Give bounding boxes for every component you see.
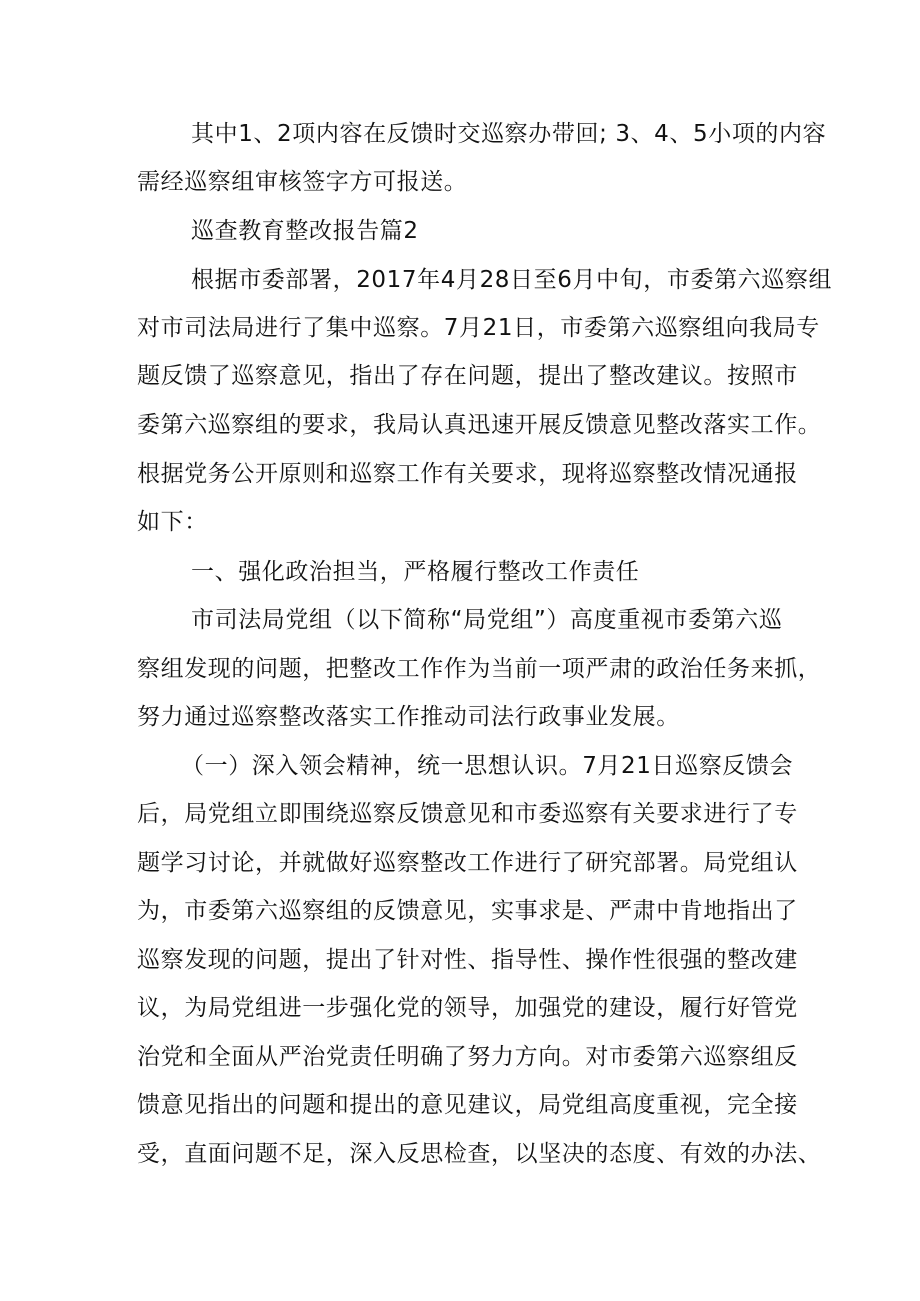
- paragraph-line: 题反馈了巡察意见，指出了存在问题，提出了整改建议。按照市: [137, 363, 798, 389]
- paragraph-line: 馈意见指出的问题和提出的意见建议，局党组高度重视，完全接: [137, 1092, 798, 1118]
- paragraph-line: 根据市委部署，2017年4月28日至6月中旬，市委第六巡察组: [191, 267, 833, 293]
- paragraph-line: 察组发现的问题，把整改工作作为当前一项严肃的政治任务来抓，: [137, 656, 822, 682]
- paragraph-line: 需经巡察组审核签字方可报送。: [137, 169, 468, 195]
- paragraph-line: 题学习讨论，并就做好巡察整改工作进行了研究部署。局党组认: [137, 850, 798, 876]
- paragraph-line: 巡察发现的问题，提出了针对性、指导性、操作性很强的整改建: [137, 947, 798, 973]
- section-heading: 一、强化政治担当，严格履行整改工作责任: [191, 559, 640, 585]
- paragraph-line: 为，市委第六巡察组的反馈意见，实事求是、严肃中肯地指出了: [137, 898, 798, 924]
- section-title: 巡查教育整改报告篇2: [191, 218, 419, 244]
- paragraph-line: 委第六巡察组的要求，我局认真迅速开展反馈意见整改落实工作。: [137, 412, 822, 438]
- paragraph-line: 其中1、2项内容在反馈时交巡察办带回; 3、4、5小项的内容: [191, 121, 827, 147]
- paragraph-line: 如下：: [137, 509, 208, 535]
- paragraph-line: 努力通过巡察整改落实工作推动司法行政事业发展。: [137, 704, 680, 730]
- paragraph-line: 后，局党组立即围绕巡察反馈意见和市委巡察有关要求进行了专: [137, 801, 798, 827]
- paragraph-line: （一）深入领会精神，统一思想认识。7月21日巡察反馈会: [181, 753, 794, 779]
- paragraph-line: 市司法局党组（以下简称“局党组”）高度重视市委第六巡: [191, 607, 783, 633]
- paragraph-line: 根据党务公开原则和巡察工作有关要求，现将巡察整改情况通报: [137, 461, 798, 487]
- paragraph-line: 受，直面问题不足，深入反思检查，以坚决的态度、有效的办法、: [137, 1141, 822, 1167]
- paragraph-line: 治党和全面从严治党责任明确了努力方向。对市委第六巡察组反: [137, 1044, 798, 1070]
- paragraph-line: 对市司法局进行了集中巡察。7月21日，市委第六巡察组向我局专: [137, 315, 820, 341]
- paragraph-line: 议，为局党组进一步强化党的领导，加强党的建设，履行好管党: [137, 995, 798, 1021]
